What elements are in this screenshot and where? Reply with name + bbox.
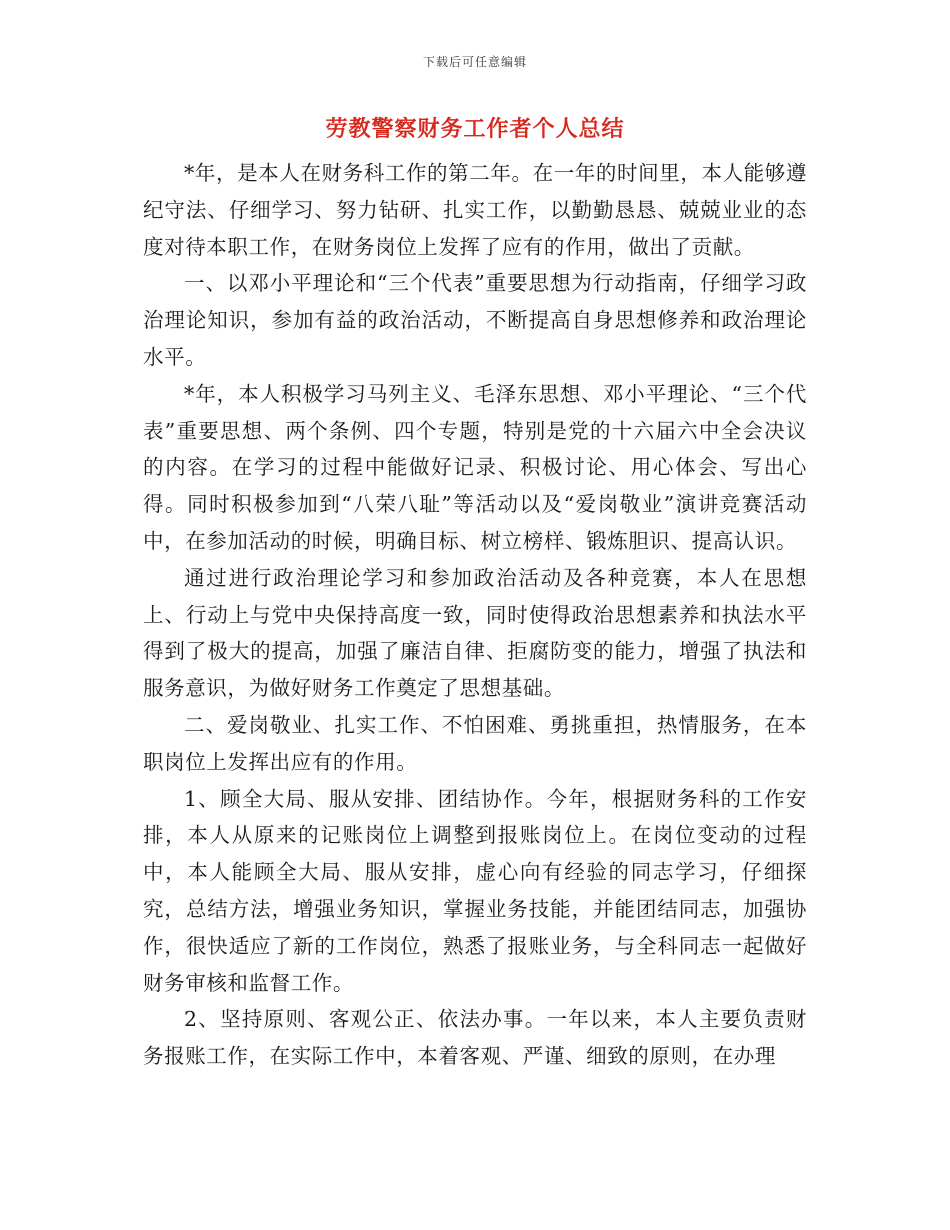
paragraph-study: *年，本人积极学习马列主义、毛泽东思想、邓小平理论、“三个代表”重要思想、两个条例、四个专题，特别是党的十六届六中全会决议的内容。在学习的过程中能做好记录、积极讨论、用心体会、写出心得。同时积极参加到“八荣八耻”等活动以及“爱岗敬业”演讲竞赛活动中，在参加活动的时候，明确目标、树立榜样、锻炼胆识、提高认识。 [143,381,807,553]
page-header-note: 下载后可任意编辑 [422,55,527,69]
paragraph-item-1: 1、顾全大局、服从安排、团结协作。今年，根据财务科的工作安排，本人从原来的记账岗位上调整到报账岗位上。在岗位变动的过程中，本人能顾全大局、服从安排，虚心向有经验的同志学习，仔细探究，总结方法，增强业务知识，掌握业务技能，并能团结同志，加强协作，很快适应了新的工作岗位，熟悉了报账业务，与全科同志一起做好财务审核和监督工作。 [143,786,807,995]
document-body [143,155,807,1075]
paragraph-item-2: 2、坚持原则、客观公正、依法办事。一年以来，本人主要负责财务报账工作，在实际工作中，本着客观、严谨、细致的原则，在办理 [143,1007,807,1069]
paragraph-section-2-heading: 二、爱岗敬业、扎实工作、不怕困难、勇挑重担，热情服务，在本职岗位上发挥出应有的作用。 [143,712,807,774]
paragraph-intro: *年，是本人在财务科工作的第二年。在一年的时间里，本人能够遵纪守法、仔细学习、努力钻研、扎实工作，以勤勤恳恳、兢兢业业的态度对待本职工作，在财务岗位上发挥了应有的作用，做出了贡献。 [143,161,807,259]
document-title: 劳教警察财务工作者个人总结 [325,116,625,142]
paragraph-study-results: 通过进行政治理论学习和参加政治活动及各种竞赛，本人在思想上、行动上与党中央保持高度一致，同时使得政治思想素养和执法水平得到了极大的提高，加强了廉洁自律、拒腐防变的能力，增强了执法和服务意识，为做好财务工作奠定了思想基础。 [143,565,807,701]
paragraph-section-1-heading: 一、以邓小平理论和“三个代表”重要思想为行动指南，仔细学习政治理论知识，参加有益的政治活动，不断提高自身思想修养和政治理论水平。 [143,271,807,369]
